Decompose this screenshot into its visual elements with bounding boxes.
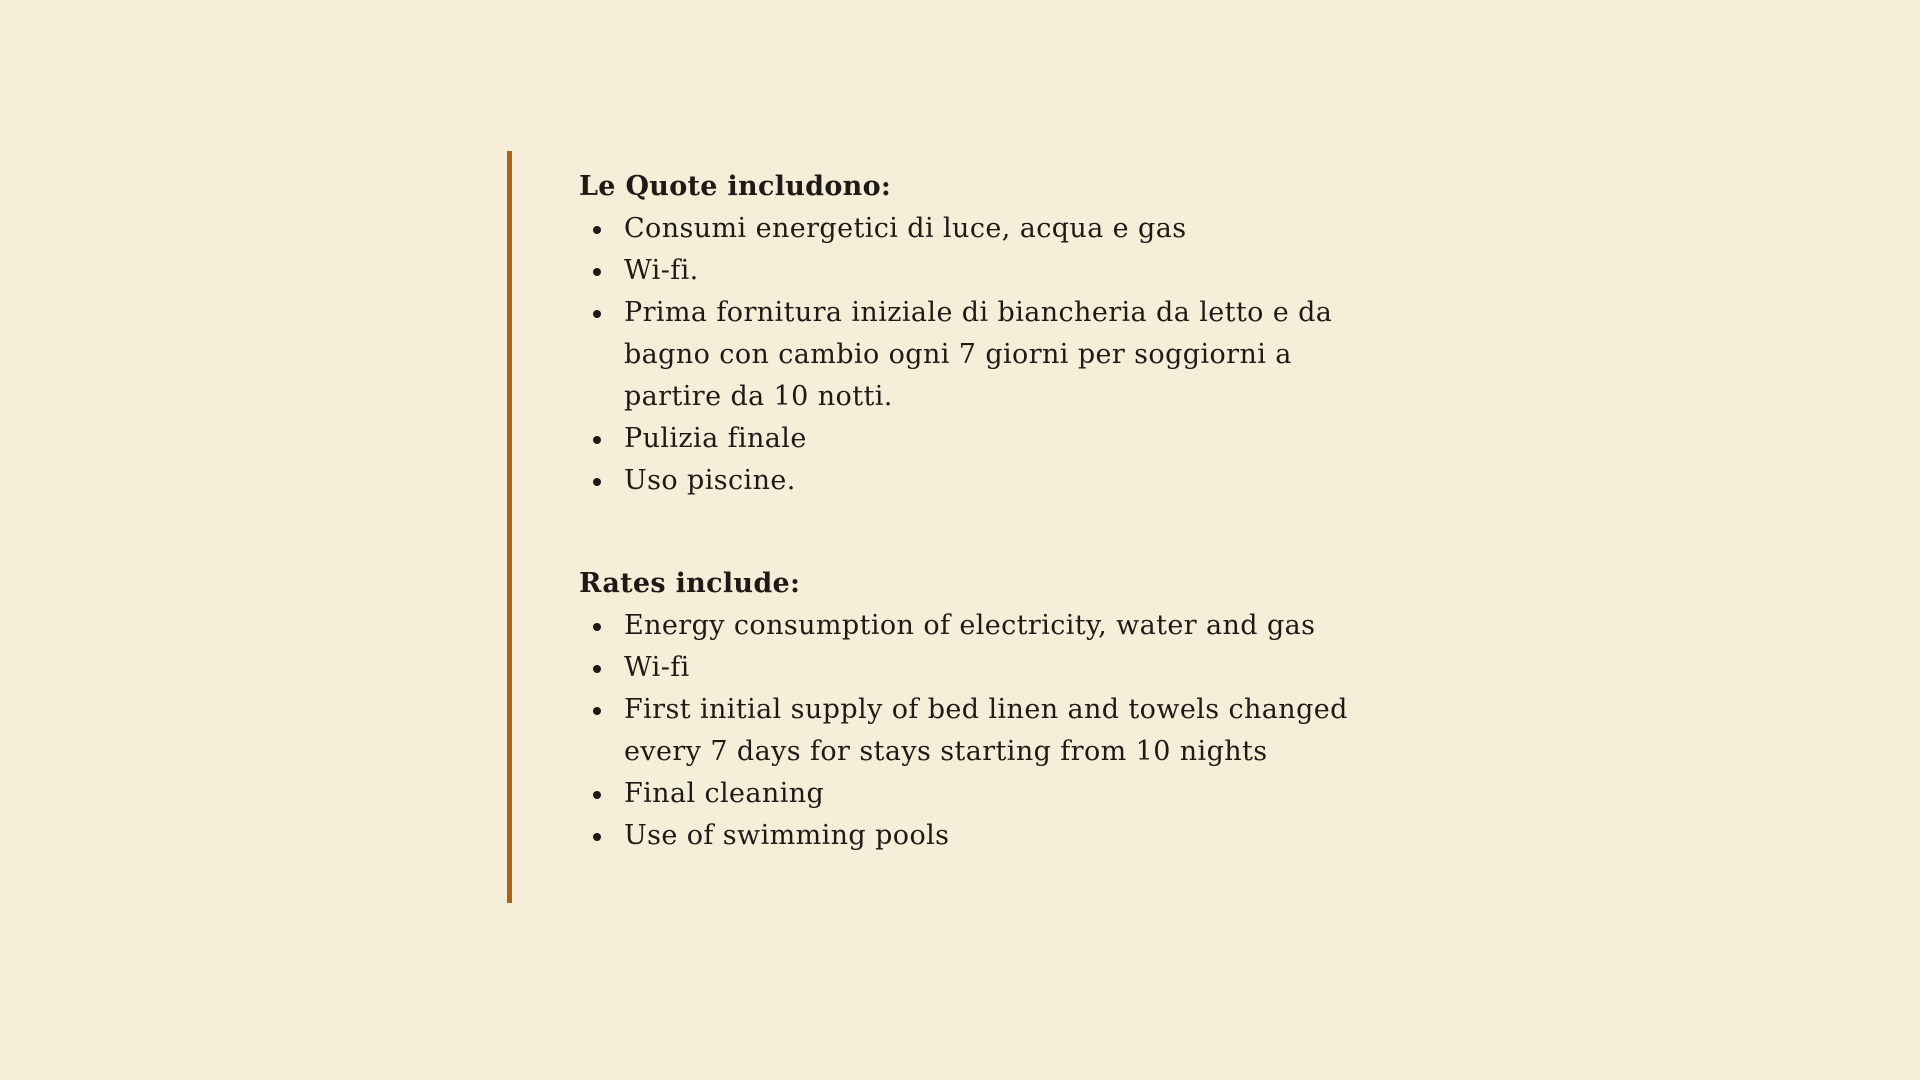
bullet-icon [593,478,601,486]
list-item [579,815,1359,857]
list-item-text: Prima fornitura iniziale di biancheria da letto e da bagno con cambio ogni 7 giorni per soggiorni a partire da 10 notti. [624,297,1333,412]
english-heading: Rates include: [579,568,801,599]
english-section [579,563,1359,857]
bullet-icon [593,665,601,673]
list-item [579,647,1359,689]
list-item [579,605,1359,647]
bullet-icon [593,436,601,444]
list-item [579,460,1359,502]
list-item-text: Wi-fi. [624,255,699,286]
bullet-icon [593,268,601,276]
list-item-text: First initial supply of bed linen and towels changed every 7 days for stays starting from 10 nights [624,694,1348,767]
italian-list [579,208,1359,502]
rates-info-panel [579,166,1359,857]
bullet-icon [593,707,601,715]
list-item-text: Energy consumption of electricity, water and gas [624,610,1316,641]
english-list [579,605,1359,857]
accent-divider-bar [507,151,512,903]
list-item [579,208,1359,250]
bullet-icon [593,310,601,318]
bullet-icon [593,833,601,841]
italian-section [579,166,1359,502]
list-item-text: Final cleaning [624,778,825,809]
list-item-text: Consumi energetici di luce, acqua e gas [624,213,1187,244]
bullet-icon [593,226,601,234]
list-item [579,418,1359,460]
list-item-text: Uso piscine. [624,465,796,496]
italian-heading: Le Quote includono: [579,171,892,202]
list-item-text: Wi-fi [624,652,690,683]
bullet-icon [593,791,601,799]
bullet-icon [593,623,601,631]
list-item [579,250,1359,292]
list-item [579,292,1359,418]
list-item [579,689,1359,773]
list-item-text: Use of swimming pools [624,820,950,851]
list-item [579,773,1359,815]
list-item-text: Pulizia finale [624,423,807,454]
